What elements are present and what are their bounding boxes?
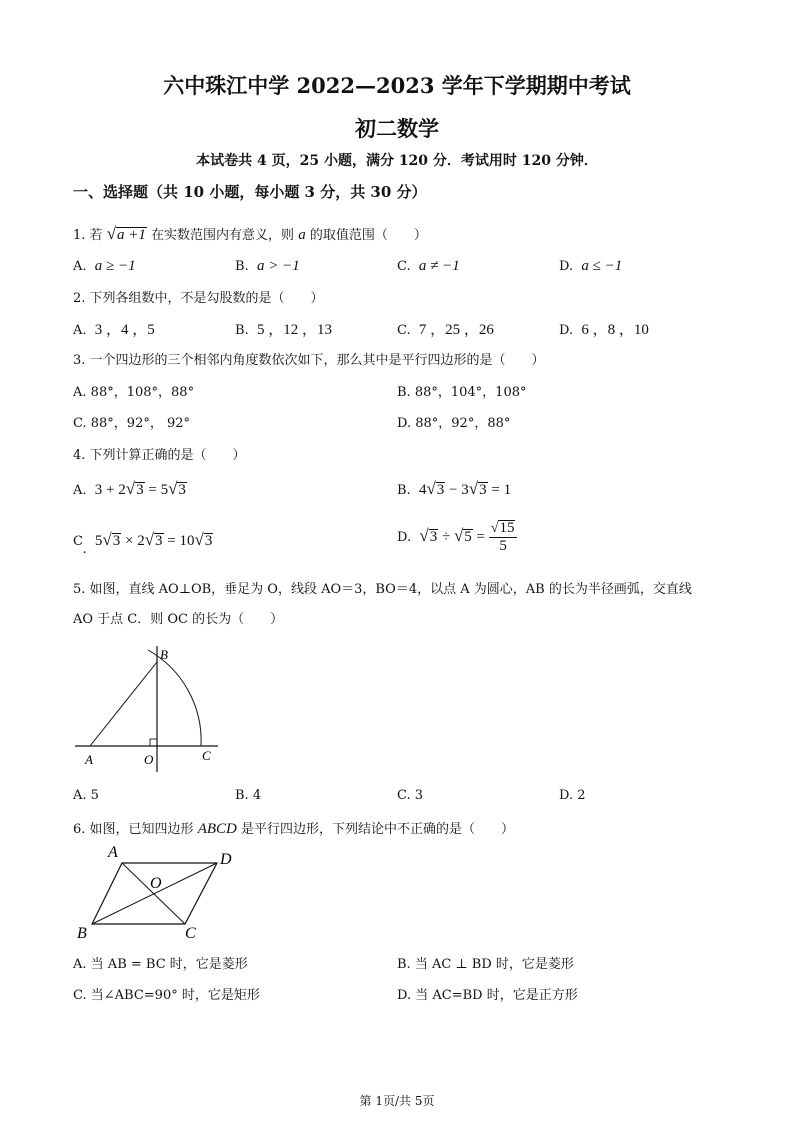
q2-option-c: C. 7 ，25 ，26 [397,322,494,338]
q2-option-d: D. 6 ，8 ，10 [559,322,649,338]
center-o-label: O [150,875,162,892]
point-o-label: O [144,752,154,767]
point-b-label: B [160,647,168,662]
q6-option-b: B. 当 AC ⊥ BD 时，它是菱形 [397,957,574,972]
exam-title: 六中珠江中学 2022—2023 学年下学期期中考试 [163,73,631,98]
page-number: 第 1页/共 5页 [359,1094,435,1108]
q5-option-a: A. 5 [73,788,99,803]
question-5-line-2: AO 于点 C．则 OC 的长为（ ） [73,612,284,627]
q1-option-c: C. a ≠ −1 [397,258,460,274]
quad-name: ABCD [197,821,237,837]
radicand: a +1 [117,227,146,243]
vertex-c-label: C [185,925,196,942]
q5-figure [70,640,230,775]
fraction: $\frac{√15}{5}$ [489,520,518,555]
sqrt-sign: √ [106,224,117,243]
question-1-mid: 在实数范围内有意义，则 [151,228,295,243]
question-1-num: 1. 若 [73,228,103,243]
vertex-a-label: A [108,844,118,861]
q4-option-b: B. 4√3 − 3√3 = 1 [397,479,512,498]
q1-option-b: B. a > −1 [235,258,300,274]
question-1-end: 的取值范围（ ） [309,228,427,243]
point-c-label: C [202,748,211,763]
question-1 [73,224,427,244]
q3-option-a: A. 88°，108°，88° [73,385,195,400]
question-6: 6. 如图，已知四边形 ABCD 是平行四边形，下列结论中不正确的是（ ） [73,821,515,837]
question-5-line-1: 5. 如图，直线 AO⊥OB，垂足为 O，线段 AO＝3，BO＝4，以点 A 为圆心，AB 的长为半径画弧，交直线 [73,582,692,597]
q4-option-c: C. 5√3 × 2√3 = 10√3 [73,530,213,557]
variable-a: a [298,227,306,243]
exam-subject: 初二数学 [355,116,439,141]
exam-info: 本试卷共 4 页，25 小题，满分 120 分．考试用时 120 分钟． [196,153,598,169]
q2-option-b: B. 5 ，12 ，13 [235,322,332,338]
q1-option-a: A. a ≥ −1 [73,258,136,274]
q3-option-c: C. 88°，92°， 92° [73,416,191,431]
q4-option-d: D. √3 ÷ √5 = $\frac{√15}{5}$ [397,520,517,555]
q5-option-c: C. 3 [397,788,424,803]
question-4: 4. 下列计算正确的是（ ） [73,448,246,463]
vertex-d-label: D [220,851,232,868]
vertex-b-label: B [77,925,87,942]
question-2: 2. 下列各组数中，不是勾股数的是（ ） [73,291,324,306]
q4-option-a: A. 3 + 2√3 = 5√3 [73,479,186,498]
q5-option-d: D. 2 [559,788,586,803]
q6-option-a: A. 当 AB = BC 时，它是菱形 [73,957,248,972]
q6-option-d: D. 当 AC=BD 时，它是正方形 [397,988,578,1003]
q2-option-a: A. 3 ，4 ，5 [73,322,155,338]
question-3: 3. 一个四边形的三个相邻内角度数依次如下，那么其中是平行四边形的是（ ） [73,353,545,368]
q1-option-d: D. a ≤ −1 [559,258,623,274]
q6-option-c: C. 当∠ABC=90° 时，它是矩形 [73,988,260,1003]
section-heading: 一、选择题（共 10 小题，每小题 3 分，共 30 分） [73,183,427,201]
q6-figure [72,838,247,946]
q5-option-b: B. 4 [235,788,262,803]
q3-option-b: B. 88°，104°，108° [397,385,527,400]
point-a-label: A [85,752,93,767]
q3-option-d: D. 88°，92°，88° [397,416,511,431]
